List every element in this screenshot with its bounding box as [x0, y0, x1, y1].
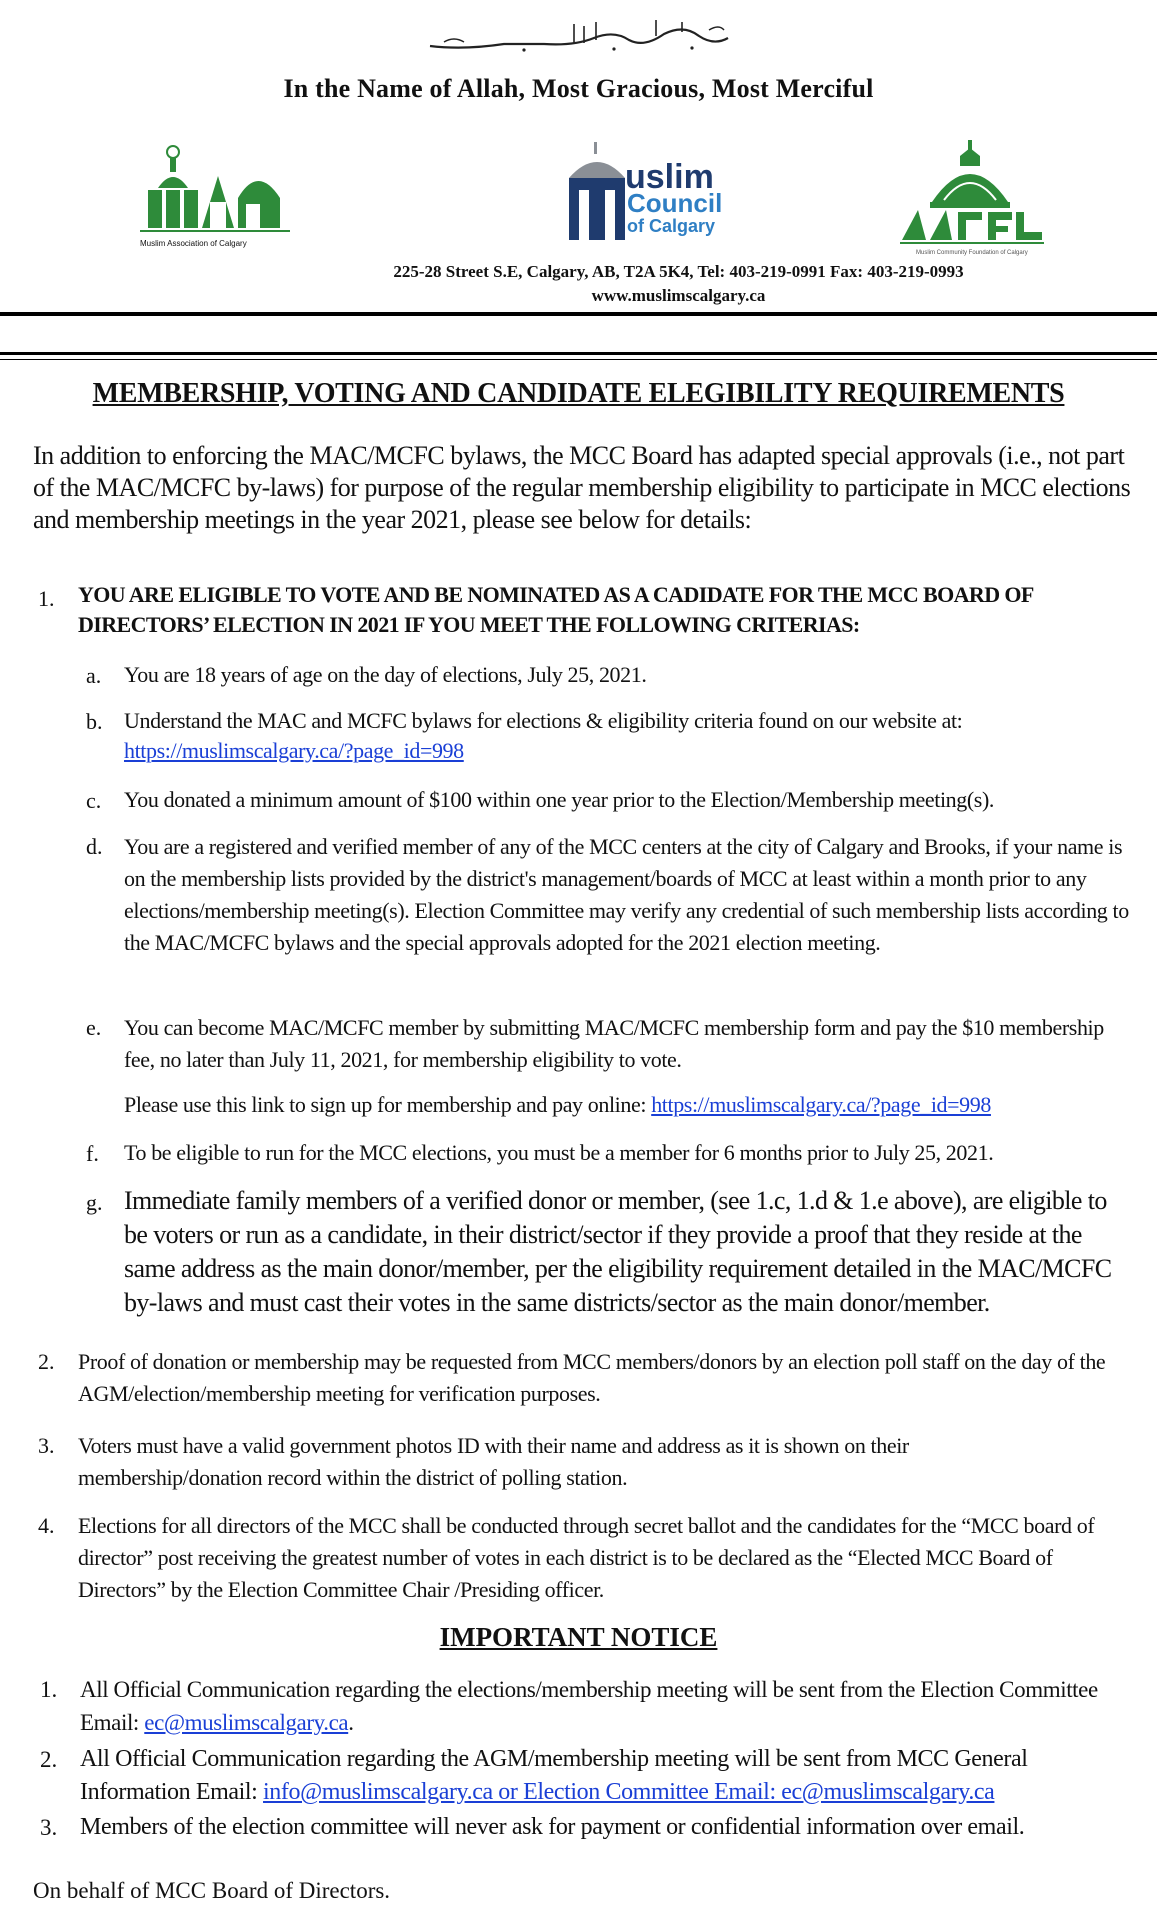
important-notice-title: IMPORTANT NOTICE — [439, 1622, 718, 1652]
notice-number-1: 1. — [40, 1677, 58, 1702]
criteria-a: You are 18 years of age on the day of elections, July 25, 2021. — [124, 662, 647, 687]
sub-letter-f: f. — [86, 1141, 99, 1166]
svg-text:uslim: uslim — [625, 158, 714, 196]
arabic-calligraphy — [0, 16, 1157, 56]
sub-letter-g: g. — [86, 1190, 103, 1215]
notice-number-2: 2. — [40, 1747, 58, 1772]
info-email-link[interactable]: info@muslimscalgary.ca or Election Committee Email: ec@muslimscalgary.ca — [263, 1779, 995, 1805]
mcc-logo — [563, 140, 743, 248]
svg-text:Council: Council — [627, 188, 723, 218]
list-number-2: 2. — [38, 1349, 55, 1374]
header-divider — [0, 312, 1157, 316]
notice-2 — [80, 1743, 1100, 1809]
notice-1 — [80, 1673, 1140, 1739]
criteria-e-signup — [124, 1090, 1144, 1120]
double-rule-top — [0, 352, 1157, 355]
sub-letter-c: c. — [86, 788, 102, 813]
election-committee-email-link[interactable]: ec@muslimscalgary.ca — [144, 1710, 349, 1735]
notice-1-period: . — [348, 1710, 354, 1735]
list-number-4: 4. — [38, 1513, 55, 1538]
sub-letter-e: e. — [86, 1015, 102, 1040]
list-number-1: 1. — [38, 586, 55, 611]
svg-text:Muslim Community Foundation of: Muslim Community Foundation of Calgary — [916, 250, 1028, 256]
item2-text: Proof of donation or membership may be requested from MCC members/donors by an election poll staff on the day of the AGM/election/membership meeting for verification purposes. — [78, 1349, 1106, 1406]
notice-2-text: All Official Communication regarding the AGM/membership meeting will be sent from MCC General Information Email: — [80, 1746, 1028, 1805]
criteria-b — [124, 706, 1134, 766]
sub-letter-b: b. — [86, 709, 103, 734]
sub-letter-d: d. — [86, 834, 103, 859]
address-line: 225-28 Street S.E, Calgary, AB, T2A 5K4, Tel: 403-219-0991 Fax: 403-219-0993 — [393, 262, 964, 281]
list-number-3: 3. — [38, 1433, 55, 1458]
notice-3: Members of the election committee will never ask for payment or confidential information over email. — [80, 1814, 1025, 1840]
svg-text:Muslim Association of Calgary: Muslim Association of Calgary — [140, 239, 247, 248]
item3-text: Voters must have a valid government photos ID with their name and address as it is shown on their membership/donation record within the district of polling station. — [78, 1433, 909, 1490]
page-title: MEMBERSHIP, VOTING AND CANDIDATE ELEGIBILITY REQUIREMENTS — [92, 378, 1065, 409]
item4-text: Elections for all directors of the MCC shall be conducted through secret ballot and the candidates for the “MCC board of director” post receiving the greatest number of votes in each district is to be declared as the “Elected MCC Board of Directors” by the Election Committee Chair /Presiding officer. — [78, 1513, 1095, 1602]
sub-letter-a: a. — [86, 663, 102, 688]
mac-logo — [140, 138, 300, 258]
criteria-f: To be eligible to run for the MCC elections, you must be a member for 6 months prior to July 25, 2021. — [124, 1140, 994, 1165]
double-rule-bottom — [0, 359, 1157, 360]
notice-number-3: 3. — [40, 1815, 58, 1840]
item1-heading: YOU ARE ELIGIBLE TO VOTE AND BE NOMINATED AS A CADIDATE FOR THE MCC BOARD OF DIRECTORS’ ELECTION IN 2021 IF YOU MEET THE FOLLOWING CRITERIAS: — [78, 582, 1033, 637]
criteria-b-text: Understand the MAC and MCFC bylaws for elections & eligibility criteria found on our website at: — [124, 708, 963, 733]
bismillah-calligraphy-icon — [424, 16, 734, 56]
signoff: On behalf of MCC Board of Directors. — [33, 1878, 391, 1903]
intro-paragraph: In addition to enforcing the MAC/MCFC bylaws, the MCC Board has adapted special approvals (i.e., not part of the MAC/MCFC by-laws) for purpose of the regular membership eligibility to participate in MCC elections and membership meetings in the year 2021, please see below for details: — [33, 441, 1131, 534]
bylaws-link[interactable]: https://muslimscalgary.ca/?page_id=998 — [124, 738, 464, 763]
criteria-d: You are a registered and verified member of any of the MCC centers at the city of Calgary and Brooks, if your name is on the membership lists provided by the district's management/boards of MCC at least within a month prior to any elections/membership meeting(s). Election Committee may verify any credential of such membership lists according to the MAC/MCFC bylaws and the special approvals adopted for the 2021 election meeting. — [124, 834, 1129, 955]
criteria-c: You donated a minimum amount of $100 within one year prior to the Election/Membership meeting(s). — [124, 787, 994, 812]
criteria-g: Immediate family members of a verified donor or member, (see 1.c, 1.d & 1.e above), are eligible to be voters or run as a candidate, in their district/sector if they provide a proof that they reside at the same address as the main donor/member, per the eligibility requirement detailed in the MAC/MCFC by-laws and must cast their votes in the same districts/sector as the main donor/member. — [124, 1186, 1112, 1317]
svg-text:of Calgary: of Calgary — [627, 216, 716, 236]
website-line: www.muslimscalgary.ca — [591, 286, 766, 305]
signup-text: Please use this link to sign up for membership and pay online: — [124, 1092, 647, 1117]
mcfc-logo — [896, 140, 1046, 260]
signup-link[interactable]: https://muslimscalgary.ca/?page_id=998 — [651, 1092, 991, 1117]
criteria-e: You can become MAC/MCFC member by submitting MAC/MCFC membership form and pay the $10 membership fee, no later than July 11, 2021, for membership eligibility to vote. — [124, 1015, 1104, 1072]
bismillah-text: In the Name of Allah, Most Gracious, Most Merciful — [283, 74, 874, 103]
notice-1-text: All Official Communication regarding the elections/membership meeting will be sent from the Election Committee Email: — [80, 1677, 1098, 1735]
